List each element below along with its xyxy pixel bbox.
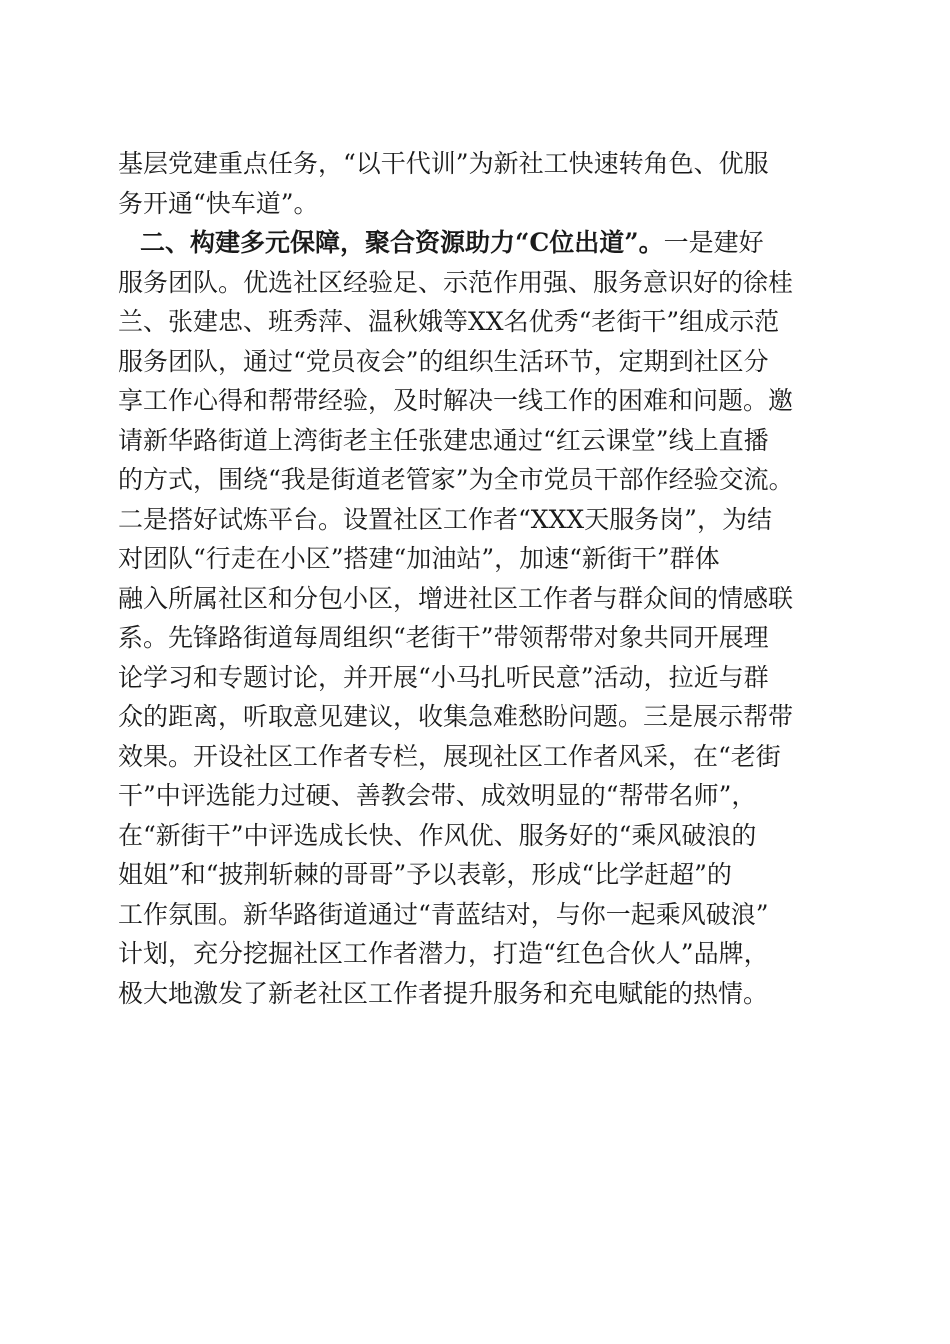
- body-text: [118, 144, 830, 1013]
- text-line: 二是搭好试炼平台。设置社区工作者“XXX天服务岗”，为结: [118, 504, 772, 534]
- text-line: 论学习和专题讨论，并开展“小马扎听民意”活动，拉近与群: [118, 662, 769, 692]
- text-run: 一是建好: [663, 228, 764, 257]
- text-line: 对团队“行走在小区”搭建“加油站”，加速“新街干”群体: [118, 544, 720, 573]
- text-line: 姐姐”和“披荆斩棘的哥哥”予以表彰，形成“比学赶超”的: [118, 860, 732, 889]
- text-line: 的方式，围绕“我是街道老管家”为全市党员干部作经验交流。: [118, 465, 794, 494]
- paragraph-1: [118, 144, 830, 223]
- text-line: 工作氛围。新华路街道通过“青蓝结对，与你一起乘风破浪”: [118, 899, 769, 929]
- text-line: 融入所属社区和分包小区，增进社区工作者与群众间的情感联: [118, 583, 794, 613]
- text-line: 在“新街干”中评选成长快、作风优、服务好的“乘风破浪的: [118, 820, 757, 850]
- text-line: 效果。开设社区工作者专栏，展现社区工作者风采，在“老街: [118, 741, 781, 771]
- paragraph-2-first-line: [118, 223, 830, 263]
- paragraph-2: [118, 223, 830, 1013]
- section-heading: 二、构建多元保障，聚合资源助力“C位出道”。: [140, 228, 664, 257]
- text-line: 享工作心得和帮带经验，及时解决一线工作的困难和问题。邀: [118, 386, 794, 415]
- text-line: 请新华路街道上湾街老主任张建忠通过“红云课堂”线上直播: [118, 425, 769, 455]
- text-line: 计划，充分挖掘社区工作者潜力，打造“红色合伙人”品牌，: [118, 939, 769, 968]
- text-line: 务开通“快车道”。: [118, 188, 319, 218]
- text-line: 系。先锋路街道每周组织“老街干”带领帮带对象共同开展理: [118, 623, 769, 652]
- text-line: 基层党建重点任务，“以干代训”为新社工快速转角色、优服: [118, 149, 769, 178]
- text-line: 服务团队，通过“党员夜会”的组织生活环节，定期到社区分: [118, 346, 769, 376]
- text-line: 众的距离，听取意见建议，收集急难愁盼问题。三是展示帮带: [118, 702, 794, 731]
- text-line: 干”中评选能力过硬、善教会带、成效明显的“帮带名师”，: [118, 781, 757, 810]
- text-line: 极大地激发了新老社区工作者提升服务和充电赋能的热情。: [118, 978, 769, 1008]
- text-line: 服务团队。优选社区经验足、示范作用强、服务意识好的徐桂: [118, 267, 794, 297]
- text-line: 兰、张建忠、班秀萍、温秋娥等XX名优秀“老街干”组成示范: [118, 307, 780, 336]
